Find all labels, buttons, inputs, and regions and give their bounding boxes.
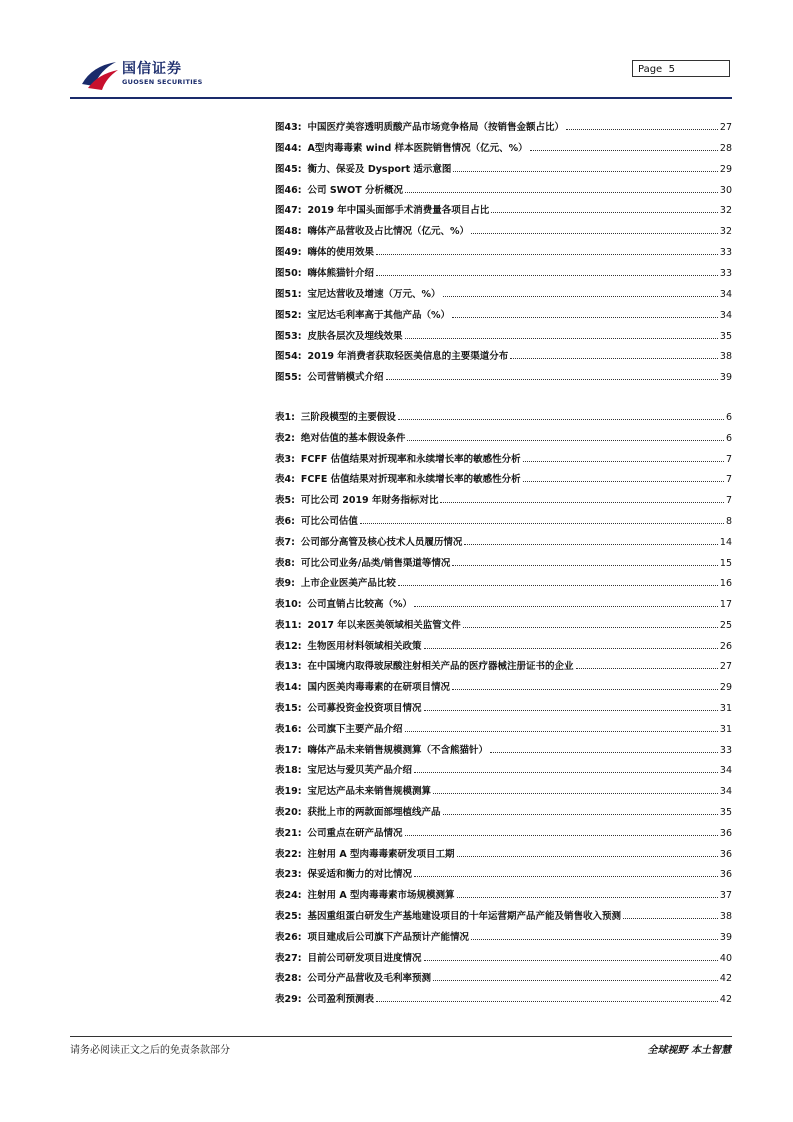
table-label: 表19:	[275, 786, 302, 797]
table-toc-entry[interactable]	[275, 781, 732, 797]
table-page-number: 7	[725, 454, 732, 465]
table-title: 上市企业医美产品比较	[300, 578, 396, 589]
table-page-number: 7	[725, 495, 732, 506]
table-page-number: 42	[719, 994, 732, 1005]
dot-leader	[471, 233, 718, 234]
figure-title: 公司 SWOT 分析概况	[307, 185, 404, 196]
table-label: 表27:	[275, 953, 302, 964]
footer-slogan: 全球视野 本土智慧	[647, 1045, 731, 1056]
table-label: 表18:	[275, 765, 302, 776]
table-label: 表1:	[275, 412, 295, 423]
table-label: 表5:	[275, 495, 295, 506]
dot-leader	[490, 752, 718, 753]
dot-leader	[457, 897, 718, 898]
figure-label: 图52:	[275, 310, 302, 321]
table-label: 表16:	[275, 724, 302, 735]
table-label: 表9:	[275, 578, 295, 589]
dot-leader	[424, 710, 718, 711]
table-page-number: 26	[719, 641, 732, 652]
table-label: 表22:	[275, 849, 302, 860]
table-label: 表21:	[275, 828, 302, 839]
table-page-number: 7	[725, 474, 732, 485]
table-label: 表3:	[275, 454, 295, 465]
figure-toc-entry[interactable]	[275, 326, 732, 342]
dot-leader	[523, 481, 724, 482]
footer-rule	[70, 1036, 732, 1037]
table-page-number: 33	[719, 745, 732, 756]
figure-label: 图45:	[275, 164, 302, 175]
table-page-number: 38	[719, 911, 732, 922]
table-label: 表12:	[275, 641, 302, 652]
figure-label: 图44:	[275, 143, 302, 154]
table-page-number: 34	[719, 786, 732, 797]
table-title: 生物医用材料领域相关政策	[307, 641, 422, 652]
figure-title: 嗨体熊猫针介绍	[307, 268, 375, 279]
table-title: 保妥适和衡力的对比情况	[307, 869, 413, 880]
table-title: 公司盈利预测表	[307, 994, 375, 1005]
dot-leader	[405, 338, 718, 339]
dot-leader	[405, 192, 718, 193]
table-toc-entry[interactable]	[275, 615, 732, 631]
table-toc-entry[interactable]	[275, 906, 732, 922]
table-toc-entry[interactable]	[275, 636, 732, 652]
dot-leader	[360, 523, 724, 524]
table-page-number: 42	[719, 973, 732, 984]
table-toc-entry[interactable]	[275, 719, 732, 735]
table-title: 公司募投资金投资项目情况	[307, 703, 422, 714]
figure-page-number: 32	[719, 205, 732, 216]
dot-leader	[471, 939, 718, 940]
table-title: 国内医美肉毒毒素的在研项目情况	[307, 682, 451, 693]
figure-toc-entry[interactable]	[275, 242, 732, 258]
guosen-logo	[80, 58, 220, 92]
table-toc-entry[interactable]	[275, 885, 732, 901]
figure-label: 图47:	[275, 205, 302, 216]
table-toc-entry[interactable]	[275, 469, 732, 485]
dot-leader	[530, 150, 718, 151]
figure-toc-entry[interactable]	[275, 159, 732, 175]
dot-leader	[440, 502, 723, 503]
table-page-number: 15	[719, 558, 732, 569]
figure-toc-entry[interactable]	[275, 367, 732, 383]
table-page-number: 27	[719, 661, 732, 672]
table-label: 表29:	[275, 994, 302, 1005]
dot-leader	[376, 254, 718, 255]
table-toc-entry[interactable]	[275, 968, 732, 984]
figure-label: 图49:	[275, 247, 302, 258]
table-label: 表11:	[275, 620, 302, 631]
guosen-logo-icon	[80, 60, 120, 90]
brand-name-cn: 国信证券	[122, 61, 182, 77]
figure-toc-entry[interactable]	[275, 305, 732, 321]
figure-title: A型肉毒毒素 wind 样本医院销售情况（亿元、%）	[307, 143, 528, 154]
table-title: 公司部分高管及核心技术人员履历情况	[300, 537, 463, 548]
dot-leader	[414, 772, 718, 773]
dot-leader	[523, 461, 724, 462]
dot-leader	[453, 171, 717, 172]
dot-leader	[623, 918, 718, 919]
dot-leader	[376, 275, 718, 276]
table-page-number: 14	[719, 537, 732, 548]
table-page-number: 34	[719, 765, 732, 776]
figure-title: 嗨体的使用效果	[307, 247, 375, 258]
table-title: 绝对估值的基本假设条件	[300, 433, 406, 444]
table-title: 宝尼达产品未来销售规模测算	[307, 786, 432, 797]
figure-page-number: 35	[719, 331, 732, 342]
table-toc-entry[interactable]	[275, 449, 732, 465]
table-label: 表28:	[275, 973, 302, 984]
dot-leader	[405, 731, 718, 732]
figure-page-number: 34	[719, 310, 732, 321]
table-title: 可比公司 2019 年财务指标对比	[300, 495, 439, 506]
table-page-number: 29	[719, 682, 732, 693]
table-toc-entry[interactable]	[275, 594, 732, 610]
figure-page-number: 33	[719, 268, 732, 279]
table-title: 基因重组蛋白研发生产基地建设项目的十年运营期产品产能及销售收入预测	[307, 911, 622, 922]
figure-toc-entry[interactable]	[275, 200, 732, 216]
dot-leader	[424, 648, 718, 649]
table-title: 公司直销占比较高（%）	[307, 599, 413, 610]
table-title: 注射用 A 型肉毒毒素市场规模测算	[307, 890, 455, 901]
table-page-number: 31	[719, 724, 732, 735]
table-toc-entry[interactable]	[275, 656, 732, 672]
table-page-number: 35	[719, 807, 732, 818]
dot-leader	[405, 835, 718, 836]
table-page-number: 36	[719, 849, 732, 860]
dot-leader	[510, 358, 718, 359]
dot-leader	[433, 980, 718, 981]
table-title: 可比公司估值	[300, 516, 358, 527]
table-toc-entry[interactable]	[275, 948, 732, 964]
table-toc-entry[interactable]	[275, 677, 732, 693]
table-toc-entry[interactable]	[275, 553, 732, 569]
figure-page-number: 32	[719, 226, 732, 237]
figure-title: 2019 年中国头面部手术消费量各项目占比	[307, 205, 490, 216]
page-label: Page	[638, 64, 663, 75]
table-page-number: 36	[719, 869, 732, 880]
dot-leader	[576, 668, 718, 669]
figure-title: 宝尼达营收及增速（万元、%）	[307, 289, 441, 300]
figure-title: 嗨体产品营收及占比情况（亿元、%）	[307, 226, 470, 237]
table-toc-entry[interactable]	[275, 490, 732, 506]
table-title: 三阶段模型的主要假设	[300, 412, 396, 423]
table-page-number: 6	[725, 433, 732, 444]
figure-page-number: 33	[719, 247, 732, 258]
table-label: 表10:	[275, 599, 302, 610]
figure-page-number: 30	[719, 185, 732, 196]
table-label: 表23:	[275, 869, 302, 880]
figure-title: 衡力、保妥及 Dysport 适示意图	[307, 164, 452, 175]
dot-leader	[464, 544, 717, 545]
table-title: 公司分产品营收及毛利率预测	[307, 973, 432, 984]
page-indicator	[632, 60, 730, 77]
table-title: 注射用 A 型肉毒毒素研发项目工期	[307, 849, 455, 860]
table-toc-entry[interactable]	[275, 698, 732, 714]
figure-toc-entry[interactable]	[275, 346, 732, 362]
table-label: 表25:	[275, 911, 302, 922]
dot-leader	[463, 627, 718, 628]
table-label: 表2:	[275, 433, 295, 444]
figure-label: 图55:	[275, 372, 302, 383]
table-page-number: 8	[725, 516, 732, 527]
figure-toc-entry[interactable]	[275, 221, 732, 237]
table-title: FCFE 估值结果对折现率和永续增长率的敏感性分析	[300, 474, 521, 485]
header-rule	[70, 97, 732, 99]
figure-page-number: 38	[719, 351, 732, 362]
dot-leader	[398, 585, 718, 586]
table-title: 获批上市的两款面部埋植线产品	[307, 807, 441, 818]
table-label: 表7:	[275, 537, 295, 548]
table-toc-entry[interactable]	[275, 802, 732, 818]
dot-leader	[443, 296, 718, 297]
brand-name-en: GUOSEN SECURITIES	[122, 78, 203, 86]
figure-label: 图48:	[275, 226, 302, 237]
table-toc-entry[interactable]	[275, 760, 732, 776]
figure-toc-entry[interactable]	[275, 180, 732, 196]
table-label: 表20:	[275, 807, 302, 818]
dot-leader	[424, 960, 718, 961]
dot-leader	[457, 856, 718, 857]
table-title: 项目建成后公司旗下产品预计产能情况	[307, 932, 470, 943]
table-toc-entry[interactable]	[275, 927, 732, 943]
dot-leader	[433, 793, 718, 794]
table-toc-entry[interactable]	[275, 740, 732, 756]
dot-leader	[452, 565, 718, 566]
dot-leader	[452, 317, 718, 318]
table-page-number: 40	[719, 953, 732, 964]
figure-title: 宝尼达毛利率高于其他产品（%）	[307, 310, 451, 321]
table-title: 可比公司业务/品类/销售渠道等情况	[300, 558, 451, 569]
figure-toc-entry[interactable]	[275, 138, 732, 154]
figure-label: 图54:	[275, 351, 302, 362]
table-title: 嗨体产品未来销售规模测算（不含熊猫针）	[307, 745, 489, 756]
dot-leader	[376, 1001, 718, 1002]
figure-label: 图43:	[275, 122, 302, 133]
table-page-number: 6	[725, 412, 732, 423]
table-page-number: 39	[719, 932, 732, 943]
table-page-number: 17	[719, 599, 732, 610]
dot-leader	[414, 876, 718, 877]
table-title: 公司重点在研产品情况	[307, 828, 403, 839]
table-toc-entry[interactable]	[275, 407, 732, 423]
table-label: 表24:	[275, 890, 302, 901]
table-label: 表4:	[275, 474, 295, 485]
table-page-number: 16	[719, 578, 732, 589]
dot-leader	[414, 606, 718, 607]
dot-leader	[566, 129, 718, 130]
dot-leader	[452, 689, 718, 690]
figure-label: 图53:	[275, 331, 302, 342]
figure-label: 图46:	[275, 185, 302, 196]
figure-label: 图51:	[275, 289, 302, 300]
dot-leader	[407, 440, 724, 441]
table-toc-entry[interactable]	[275, 573, 732, 589]
table-label: 表15:	[275, 703, 302, 714]
table-toc-entry[interactable]	[275, 989, 732, 1005]
figure-title: 公司营销模式介绍	[307, 372, 384, 383]
table-title: 宝尼达与爱贝芙产品介绍	[307, 765, 413, 776]
dot-leader	[443, 814, 718, 815]
table-label: 表17:	[275, 745, 302, 756]
table-title: 2017 年以来医美领域相关监管文件	[307, 620, 461, 631]
table-page-number: 37	[719, 890, 732, 901]
figure-page-number: 34	[719, 289, 732, 300]
table-page-number: 31	[719, 703, 732, 714]
dot-leader	[386, 379, 718, 380]
footer-disclaimer: 请务必阅读正文之后的免责条款部分	[70, 1045, 230, 1056]
figure-title: 中国医疗美容透明质酸产品市场竞争格局（按销售金额占比）	[307, 122, 565, 133]
figure-label: 图50:	[275, 268, 302, 279]
dot-leader	[491, 212, 718, 213]
figure-page-number: 29	[719, 164, 732, 175]
table-title: 公司旗下主要产品介绍	[307, 724, 403, 735]
table-toc-entry[interactable]	[275, 844, 732, 860]
table-title: 在中国境内取得玻尿酸注射相关产品的医疗器械注册证书的企业	[307, 661, 574, 672]
table-toc-entry[interactable]	[275, 511, 732, 527]
table-title: FCFF 估值结果对折现率和永续增长率的敏感性分析	[300, 454, 521, 465]
table-toc-entry[interactable]	[275, 428, 732, 444]
table-toc-entry[interactable]	[275, 864, 732, 880]
table-toc-entry[interactable]	[275, 823, 732, 839]
figure-toc-entry[interactable]	[275, 263, 732, 279]
table-toc-entry[interactable]	[275, 532, 732, 548]
table-page-number: 25	[719, 620, 732, 631]
figure-toc-entry[interactable]	[275, 117, 732, 133]
figure-title: 2019 年消费者获取轻医美信息的主要渠道分布	[307, 351, 509, 362]
figure-page-number: 39	[719, 372, 732, 383]
table-page-number: 36	[719, 828, 732, 839]
table-label: 表8:	[275, 558, 295, 569]
figure-toc-entry[interactable]	[275, 284, 732, 300]
table-label: 表14:	[275, 682, 302, 693]
table-label: 表13:	[275, 661, 302, 672]
page-number: 5	[668, 64, 675, 75]
table-title: 目前公司研发项目进度情况	[307, 953, 422, 964]
figure-page-number: 27	[719, 122, 732, 133]
table-label: 表26:	[275, 932, 302, 943]
figure-title: 皮肤各层次及埋线效果	[307, 331, 403, 342]
figure-page-number: 28	[719, 143, 732, 154]
table-label: 表6:	[275, 516, 295, 527]
dot-leader	[398, 419, 724, 420]
